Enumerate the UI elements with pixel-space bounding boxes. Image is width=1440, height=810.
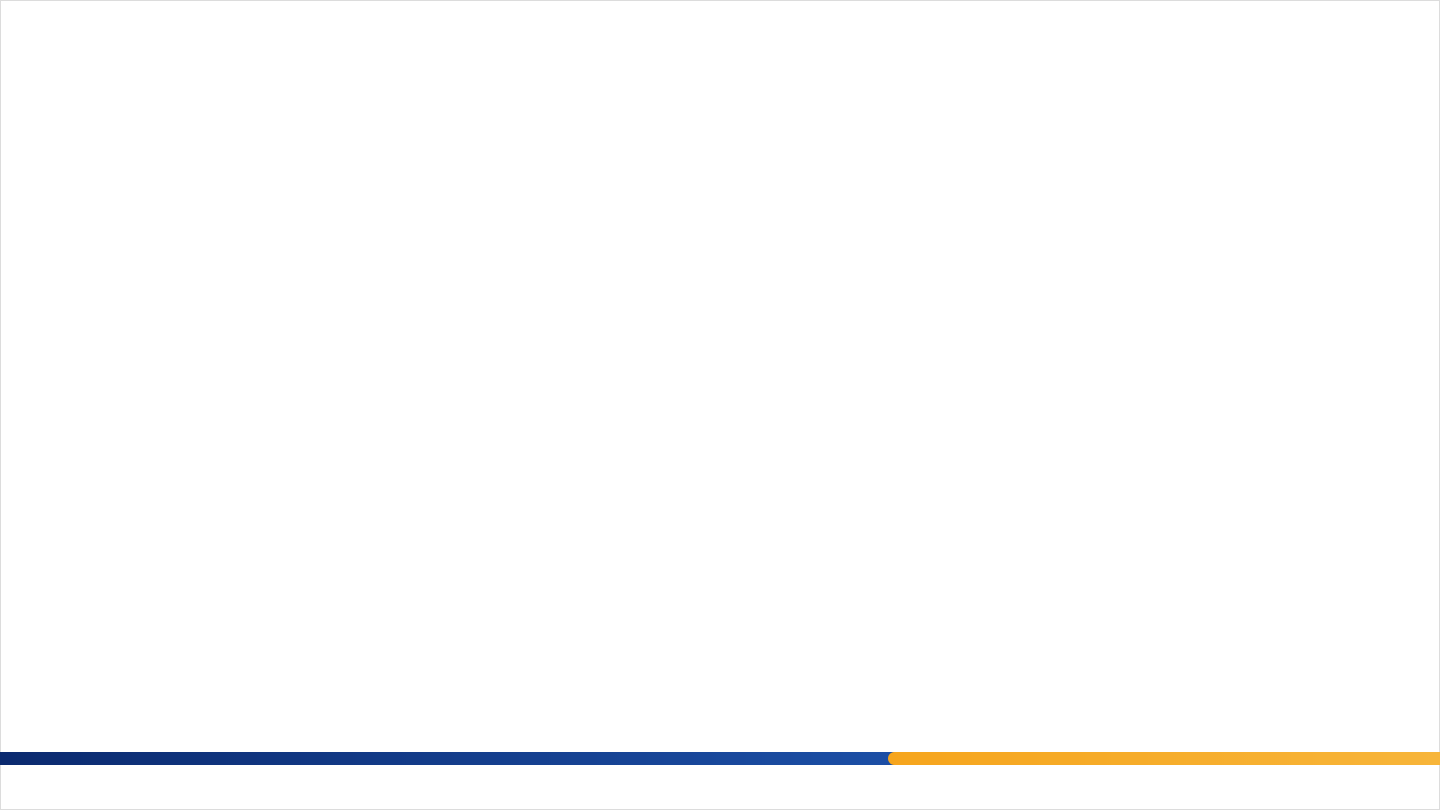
footer-stripe-blue xyxy=(0,752,900,765)
footer-stripe xyxy=(0,752,1440,765)
footer-stripe-orange xyxy=(888,752,1440,765)
lifecycle-arrows xyxy=(0,0,1440,330)
